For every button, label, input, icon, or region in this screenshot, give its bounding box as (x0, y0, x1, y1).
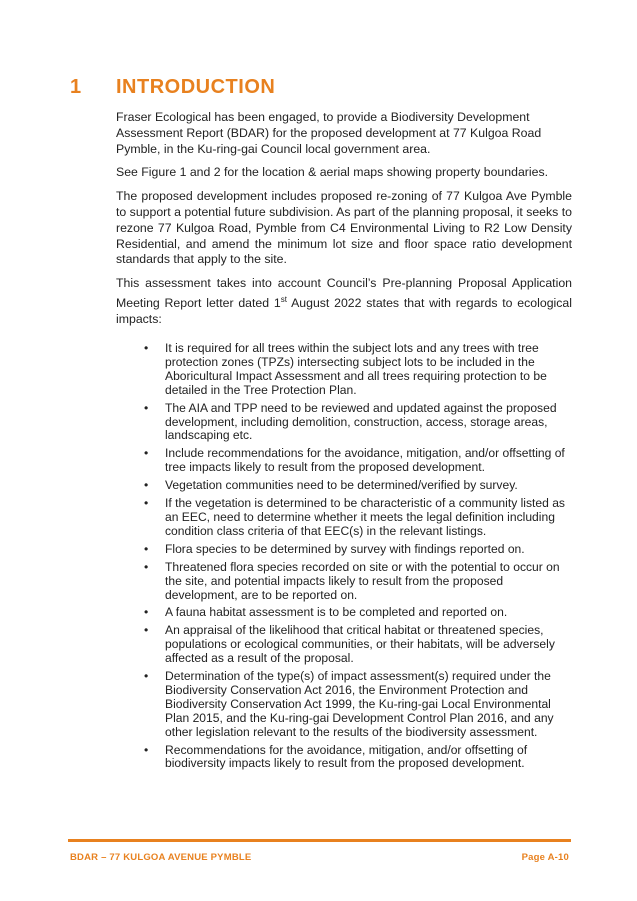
section-heading (70, 76, 275, 99)
bullet-icon: • (144, 669, 149, 684)
list-item (143, 624, 575, 666)
council-letter-text-start: This assessment takes into account Council’s Pre-planning Proposal Application Meeting Report letter dated 1 (116, 276, 572, 311)
list-item-text: Recommendations for the avoidance, mitigation, and/or offsetting of biodiversity impacts likely to result from the proposed development. (165, 742, 528, 771)
intro-body (116, 110, 572, 336)
bullet-icon: • (144, 478, 149, 493)
bullet-icon: • (144, 623, 149, 638)
section-title: INTRODUCTION (116, 76, 276, 98)
council-requirements-list (143, 342, 575, 775)
list-item-text: It is required for all trees within the subject lots and any trees with tree protection zones (TPZs) intersecting subject lots to be included in the Aboricultural Impact Assessment and all trees requiring protection to be detailed in the Tree Protection Plan. (165, 341, 547, 397)
list-item-text: Determination of the type(s) of impact assessment(s) required under the Biodiversity Conservation Act 2016, the Environment Protection and Biodiversity Conservation Act 1999, the Ku-ring-gai Local Environmental Plan 2015, and the Ku-ring-gai Development Control Plan 2016, and any other legislation relevant to the results of the biodiversity assessment. (165, 669, 554, 739)
list-item-text: The AIA and TPP need to be reviewed and updated against the proposed development, including demolition, construction, access, storage areas, landscaping etc. (165, 400, 557, 443)
list-item (143, 402, 575, 444)
bullet-icon: • (144, 605, 149, 620)
section-number: 1 (70, 76, 82, 98)
footer-page-number: Page A-10 (521, 852, 569, 863)
list-item-text: A fauna habitat assessment is to be completed and reported on. (165, 605, 508, 620)
paragraph-proposal: The proposed development includes proposed re-zoning of 77 Kulgoa Ave Pymble to support a potential future subdivision. As part of the planning proposal, it seeks to rezone 77 Kulgoa Road, Pymble from C4 Environmental Living to R2 Low Density Residential, and amend the minimum lot size and floor space ratio development standards that apply to the site. (116, 189, 572, 267)
list-item-text: An appraisal of the likelihood that critical habitat or threatened species, populations or ecological communities, or their habitats, will be adversely affected as a result of the proposal. (165, 623, 555, 666)
list-item-text: Flora species to be determined by survey with findings reported on. (165, 541, 525, 556)
paragraph-council-letter (116, 276, 572, 327)
bullet-icon: • (144, 742, 149, 757)
list-item-text: If the vegetation is determined to be characteristic of a community listed as an EEC, need to determine whether it meets the legal definition including condition class criteria of that EEC(s) in the relevant listings. (165, 496, 565, 538)
bullet-icon: • (144, 446, 149, 461)
paragraph-figures: See Figure 1 and 2 for the location & aerial maps showing property boundaries. (116, 165, 549, 180)
bullet-icon: • (144, 400, 149, 415)
list-item (143, 561, 575, 603)
list-item (143, 543, 575, 557)
bullet-icon: • (144, 559, 149, 574)
bullet-icon: • (144, 341, 149, 355)
list-item (143, 342, 575, 398)
paragraph-engagement: Fraser Ecological has been engaged, to provide a Biodiversity Development Assessment Report (BDAR) for the proposed development at 77 Kulgoa Road Pymble, in the Ku-ring-gai Council local government area. (116, 110, 542, 156)
footer-divider (68, 839, 571, 842)
date-ordinal-suffix: st (280, 294, 287, 304)
list-item (143, 670, 575, 740)
list-item-text: Vegetation communities need to be determined/verified by survey. (165, 478, 518, 493)
list-item (143, 744, 575, 772)
bullet-icon: • (144, 541, 149, 556)
list-item-text: Threatened flora species recorded on site or with the potential to occur on the site, and potential impacts likely to result from the proposed development, are to be reported on. (165, 559, 560, 602)
list-item-text: Include recommendations for the avoidance, mitigation, and/or offsetting of tree impacts likely to result from the proposed development. (165, 446, 565, 475)
bullet-icon: • (144, 496, 149, 511)
council-letter-text-end: August 2022 states that with regards to ecological impacts: (116, 296, 572, 326)
list-item (143, 479, 575, 493)
list-item (143, 606, 575, 620)
list-item (143, 497, 575, 539)
footer-document-title: BDAR – 77 KULGOA AVENUE PYMBLE (70, 852, 252, 863)
list-item (143, 447, 575, 475)
